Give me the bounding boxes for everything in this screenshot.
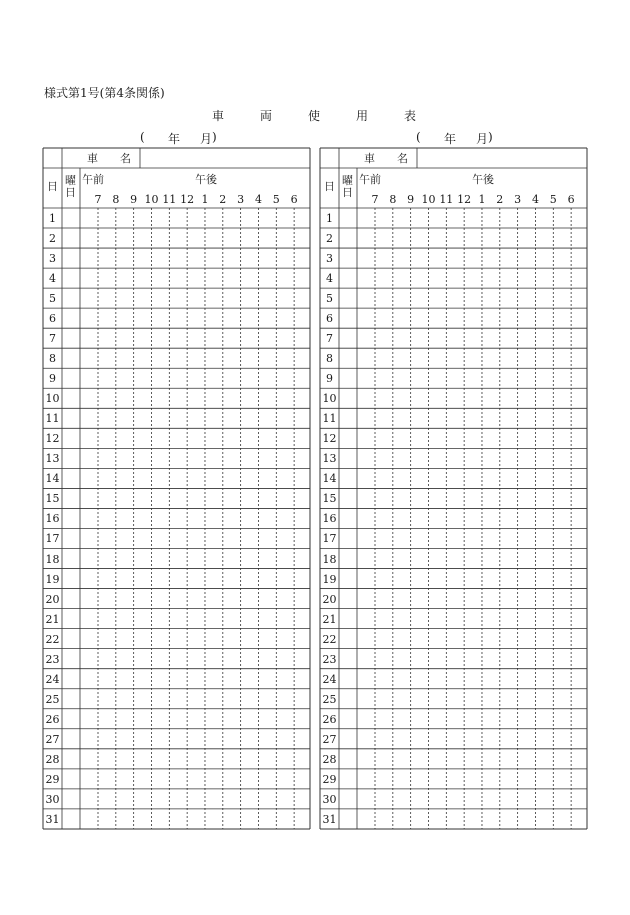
day-number: 26 — [45, 712, 60, 726]
hour-label: 12 — [457, 193, 472, 206]
hour-label: 8 — [112, 193, 120, 206]
period-open: ( — [416, 130, 421, 144]
day-number: 20 — [322, 592, 337, 606]
hour-label: 3 — [514, 193, 522, 206]
day-number: 22 — [322, 632, 337, 646]
day-number: 6 — [326, 312, 333, 326]
hour-label: 1 — [478, 193, 486, 206]
day-number: 27 — [322, 732, 337, 746]
am-label: 午前 — [82, 173, 104, 186]
day-number: 9 — [326, 372, 333, 386]
day-number: 27 — [45, 732, 60, 746]
table-grid — [43, 148, 310, 829]
hour-label: 6 — [567, 193, 575, 206]
day-number: 7 — [49, 332, 56, 346]
usage-table-right — [320, 148, 587, 829]
day-number: 18 — [322, 552, 337, 566]
hour-label: 7 — [94, 193, 102, 206]
day-number: 25 — [322, 692, 337, 706]
day-number: 17 — [45, 532, 60, 546]
period-year-label: 年 — [168, 132, 181, 146]
day-number: 5 — [326, 292, 333, 306]
hour-label: 9 — [130, 193, 138, 206]
day-number: 31 — [45, 812, 60, 826]
day-number: 1 — [49, 212, 56, 225]
day-number: 10 — [322, 392, 337, 406]
day-number: 28 — [322, 752, 337, 766]
day-number: 21 — [322, 612, 337, 626]
day-number: 29 — [322, 772, 337, 786]
day-number: 31 — [322, 812, 337, 826]
hour-label: 3 — [237, 193, 245, 206]
hour-label: 1 — [201, 193, 209, 206]
day-number: 5 — [49, 292, 56, 306]
hour-label: 5 — [549, 193, 557, 206]
day-number: 8 — [49, 352, 56, 366]
hour-label: 12 — [180, 193, 195, 206]
day-header: 日 — [47, 180, 58, 193]
day-number: 22 — [45, 632, 60, 646]
day-number: 17 — [322, 532, 337, 546]
day-number: 15 — [322, 492, 337, 506]
pm-label: 午後 — [195, 173, 217, 186]
title-char: 表 — [404, 109, 419, 123]
car-name-label: 車 名 — [364, 152, 408, 165]
day-number: 13 — [45, 452, 60, 466]
day-number: 3 — [49, 252, 56, 266]
day-number: 28 — [45, 752, 60, 766]
hour-label: 4 — [254, 193, 262, 206]
hour-label: 10 — [421, 193, 436, 206]
hour-label: 5 — [272, 193, 280, 206]
day-number: 14 — [45, 472, 60, 486]
period-close: ) — [488, 130, 493, 144]
day-number: 23 — [45, 652, 60, 666]
weekday-header: 曜日 — [342, 174, 353, 199]
day-number: 16 — [322, 512, 337, 526]
title-char: 用 — [356, 109, 371, 123]
am-label: 午前 — [359, 173, 381, 186]
day-number: 11 — [45, 412, 60, 426]
period-month-label: 月 — [476, 132, 489, 146]
day-number: 2 — [49, 232, 56, 246]
day-number: 16 — [45, 512, 60, 526]
usage-table-left — [43, 148, 310, 829]
day-number: 23 — [322, 652, 337, 666]
day-number: 12 — [322, 432, 337, 446]
hour-label: 4 — [531, 193, 539, 206]
day-number: 4 — [326, 272, 333, 286]
day-number: 29 — [45, 772, 60, 786]
weekday-header: 曜日 — [65, 174, 76, 199]
day-number: 15 — [45, 492, 60, 506]
form-number: 様式第1号(第4条関係) — [44, 86, 165, 100]
day-number: 25 — [45, 692, 60, 706]
hour-label: 10 — [144, 193, 159, 206]
day-number: 1 — [326, 212, 333, 225]
day-number: 18 — [45, 552, 60, 566]
hour-label: 9 — [407, 193, 415, 206]
day-number: 4 — [49, 272, 56, 286]
hour-label: 6 — [290, 193, 298, 206]
car-name-label: 車 名 — [87, 152, 131, 165]
day-number: 19 — [322, 572, 337, 586]
hour-label: 2 — [496, 193, 504, 206]
day-number: 8 — [326, 352, 333, 366]
day-number: 14 — [322, 472, 337, 486]
day-number: 26 — [322, 712, 337, 726]
day-number: 13 — [322, 452, 337, 466]
day-number: 21 — [45, 612, 60, 626]
page-title — [0, 107, 630, 124]
hour-label: 11 — [162, 193, 177, 206]
period-month-label: 月 — [200, 132, 213, 146]
day-number: 24 — [45, 672, 60, 686]
day-number: 12 — [45, 432, 60, 446]
title-char: 両 — [259, 109, 274, 123]
title-char: 使 — [307, 109, 322, 123]
hour-label: 7 — [371, 193, 379, 206]
hour-label: 8 — [389, 193, 397, 206]
period-year-label: 年 — [444, 132, 457, 146]
day-number: 30 — [322, 792, 337, 806]
period-open: ( — [140, 130, 145, 144]
pm-label: 午後 — [472, 173, 494, 186]
day-number: 20 — [45, 592, 60, 606]
day-number: 10 — [45, 392, 60, 406]
hour-label: 11 — [439, 193, 454, 206]
day-number: 2 — [326, 232, 333, 246]
day-number: 7 — [326, 332, 333, 346]
day-number: 19 — [45, 572, 60, 586]
period-close: ) — [212, 130, 217, 144]
hour-label: 2 — [219, 193, 227, 206]
day-header: 日 — [324, 180, 335, 193]
day-number: 24 — [322, 672, 337, 686]
title-char: 車 — [211, 109, 226, 123]
day-number: 9 — [49, 372, 56, 386]
day-number: 6 — [49, 312, 56, 326]
day-number: 11 — [322, 412, 337, 426]
day-number: 3 — [326, 252, 333, 266]
day-number: 30 — [45, 792, 60, 806]
table-grid — [320, 148, 587, 829]
